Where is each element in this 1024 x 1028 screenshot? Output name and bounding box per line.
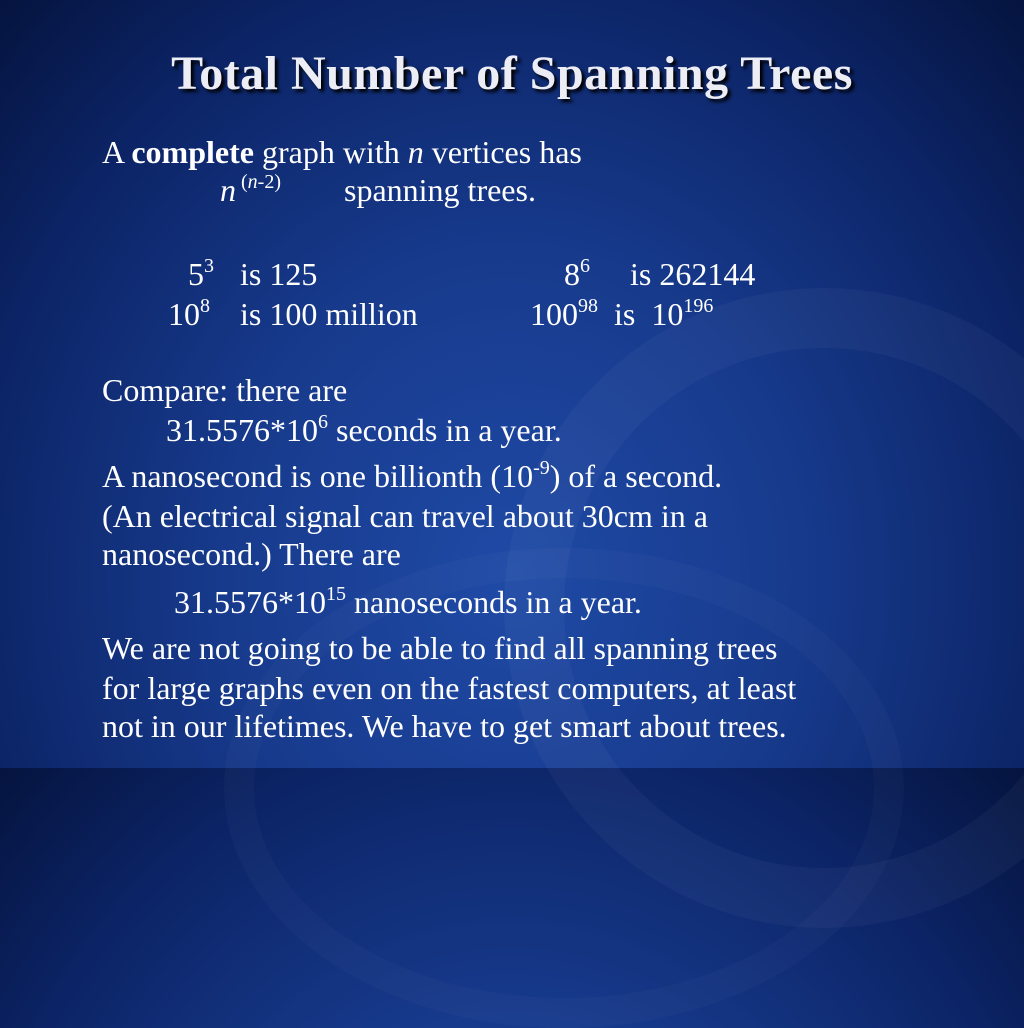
text-spanning-trees: spanning trees. xyxy=(344,172,536,208)
var-n: n xyxy=(407,134,424,170)
text-b: ) of a second. xyxy=(549,458,723,494)
text-graph-with: graph with xyxy=(253,134,408,170)
exp-n: n xyxy=(247,171,258,193)
var-n: n xyxy=(220,172,236,208)
mantissa: 31.5576*10 xyxy=(166,412,318,448)
example-5-cubed-value: is 125 xyxy=(240,256,318,292)
text-line-formula xyxy=(220,172,281,208)
text-line-complete-graph xyxy=(102,134,582,170)
base: 8 xyxy=(564,256,580,292)
example-100-98 xyxy=(530,296,713,332)
text-nanoseconds-in-year xyxy=(174,584,642,620)
exponent: 98 xyxy=(578,295,598,317)
example-10-eighth xyxy=(168,296,210,332)
base: 100 xyxy=(530,296,578,332)
exponent: 15 xyxy=(326,583,346,605)
text-a: A nanosecond is one billionth (10 xyxy=(102,458,534,494)
text-a: A xyxy=(102,134,132,170)
text-conclusion-3: not in our lifetimes. We have to get smart about trees. xyxy=(102,708,787,744)
text-seconds-in-year xyxy=(166,412,562,448)
example-10-eighth-value: is 100 million xyxy=(240,296,418,332)
text-compare: Compare: there are xyxy=(102,372,348,408)
text-electrical-signal: (An electrical signal can travel about 30cm in a xyxy=(102,498,708,534)
exponent: -9 xyxy=(533,457,550,479)
text-nanoseconds: nanoseconds in a year. xyxy=(354,584,642,620)
slide-title: Total Number of Spanning Trees xyxy=(171,47,853,100)
base: 10 xyxy=(168,296,200,332)
exponent-n-minus-2 xyxy=(236,171,281,193)
example-8-sixth-value: is 262144 xyxy=(630,256,756,292)
exp-open: ( xyxy=(236,171,248,193)
base: 5 xyxy=(188,256,204,292)
text-seconds: seconds in a year. xyxy=(336,412,562,448)
exponent: 8 xyxy=(200,295,210,317)
bold-complete: complete xyxy=(131,134,254,170)
example-5-cubed xyxy=(188,256,214,292)
exponent: 3 xyxy=(204,255,214,277)
exponent: 6 xyxy=(580,255,590,277)
text-is-10: is 10 xyxy=(614,296,684,332)
background-swirl-secondary xyxy=(224,548,904,1028)
text-there-are: nanosecond.) There are xyxy=(102,536,401,572)
text-conclusion-2: for large graphs even on the fastest computers, at least xyxy=(102,670,797,706)
text-vertices-has: vertices has xyxy=(423,134,582,170)
exponent-196: 196 xyxy=(683,295,714,317)
mantissa: 31.5576*10 xyxy=(174,584,326,620)
text-conclusion-1: We are not going to be able to find all spanning trees xyxy=(102,630,778,666)
exp-rest: -2) xyxy=(257,171,281,193)
example-8-sixth xyxy=(564,256,590,292)
text-nanosecond-definition xyxy=(102,458,722,494)
exponent: 6 xyxy=(318,411,328,433)
